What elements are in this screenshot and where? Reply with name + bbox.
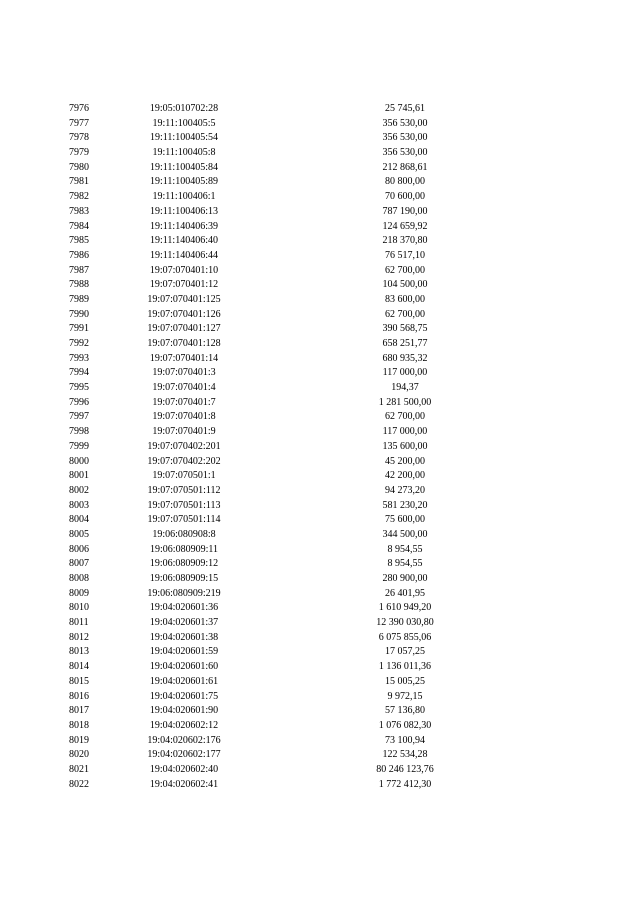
table-row xyxy=(60,748,480,763)
row-number: 8001 xyxy=(69,470,89,482)
row-number: 7982 xyxy=(69,191,89,203)
row-number: 7976 xyxy=(69,103,89,114)
row-number: 8000 xyxy=(69,455,89,467)
cadastral-number: 19:11:100406:13 xyxy=(150,205,218,217)
cadastral-value: 124 659,92 xyxy=(382,220,428,232)
row-number: 7984 xyxy=(69,220,89,232)
row-number: 8007 xyxy=(69,558,89,570)
cadastral-value: 8 954,55 xyxy=(387,558,423,570)
table-row xyxy=(60,601,480,616)
cadastral-value: 1 136 011,36 xyxy=(378,661,432,673)
table-row xyxy=(60,249,480,264)
cadastral-value: 62 700,00 xyxy=(385,308,425,320)
table-row xyxy=(60,322,480,337)
table-row xyxy=(60,175,480,190)
cadastral-number: 19:11:100405:8 xyxy=(152,147,216,159)
table-row xyxy=(60,220,480,235)
cadastral-value: 15 005,25 xyxy=(385,675,425,687)
cadastral-value: 1 610 949,20 xyxy=(378,602,432,614)
cadastral-number: 19:04:020601:75 xyxy=(149,690,219,702)
table-row xyxy=(60,528,480,543)
row-number: 8006 xyxy=(69,543,89,555)
cadastral-value: 17 057,25 xyxy=(385,646,425,658)
table-row xyxy=(60,719,480,734)
row-number: 7995 xyxy=(69,382,89,394)
table-row xyxy=(60,645,480,660)
table-row xyxy=(60,440,480,455)
cadastral-value: 9 972,15 xyxy=(387,690,423,702)
cadastral-value: 218 370,80 xyxy=(382,235,428,247)
row-number: 7998 xyxy=(69,426,89,438)
table-row xyxy=(60,543,480,558)
table-row xyxy=(60,660,480,675)
row-number: 8022 xyxy=(69,778,89,790)
row-number: 7983 xyxy=(69,205,89,217)
cadastral-value: 70 600,00 xyxy=(385,191,425,203)
cadastral-value: 26 401,95 xyxy=(385,587,425,599)
table-row xyxy=(60,381,480,396)
cadastral-number: 19:11:100406:1 xyxy=(152,191,216,203)
cadastral-number: 19:04:020601:37 xyxy=(149,617,219,629)
cadastral-value: 62 700,00 xyxy=(385,411,425,423)
table-row xyxy=(60,763,480,778)
cadastral-value: 104 500,00 xyxy=(382,279,428,291)
row-number: 7991 xyxy=(69,323,89,335)
cadastral-number: 19:07:070501:113 xyxy=(147,499,221,511)
cadastral-value: 62 700,00 xyxy=(385,264,425,276)
cadastral-number: 19:04:020602:12 xyxy=(149,719,219,731)
table-row xyxy=(60,278,480,293)
cadastral-number: 19:04:020601:36 xyxy=(149,602,219,614)
cadastral-number: 19:11:100405:54 xyxy=(150,132,218,144)
cadastral-number: 19:11:140406:39 xyxy=(150,220,218,232)
cadastral-number: 19:11:100405:5 xyxy=(152,117,216,129)
row-number: 7997 xyxy=(69,411,89,423)
row-number: 7989 xyxy=(69,293,89,305)
cadastral-number: 19:07:070501:114 xyxy=(147,514,221,526)
table-row xyxy=(60,484,480,499)
table-row xyxy=(60,205,480,220)
cadastral-number: 19:04:020601:59 xyxy=(149,646,219,658)
cadastral-number: 19:04:020602:40 xyxy=(149,763,219,775)
table-row xyxy=(60,499,480,514)
cadastral-value: 45 200,00 xyxy=(385,455,425,467)
cadastral-number: 19:07:070401:14 xyxy=(149,352,219,364)
table-row xyxy=(60,675,480,690)
cadastral-value: 117 000,00 xyxy=(382,426,428,438)
row-number: 7990 xyxy=(69,308,89,320)
cadastral-value: 6 075 855,06 xyxy=(378,631,432,643)
row-number: 8014 xyxy=(69,661,89,673)
table-row xyxy=(60,704,480,719)
row-number: 7987 xyxy=(69,264,89,276)
table-row xyxy=(60,337,480,352)
cadastral-number: 19:04:020601:38 xyxy=(149,631,219,643)
row-number: 8013 xyxy=(69,646,89,658)
cadastral-value: 76 517,10 xyxy=(385,249,425,261)
cadastral-number: 19:07:070401:127 xyxy=(147,323,221,335)
row-number: 7979 xyxy=(69,147,89,159)
row-number: 8019 xyxy=(69,734,89,746)
table-row xyxy=(60,513,480,528)
cadastral-number: 19:07:070401:9 xyxy=(152,426,216,438)
table-row xyxy=(60,410,480,425)
cadastral-number: 19:06:080909:15 xyxy=(149,573,219,584)
cadastral-value: 1 281 500,00 xyxy=(378,396,432,408)
cadastral-number: 19:04:020602:177 xyxy=(147,749,221,761)
row-number: 7996 xyxy=(69,396,89,408)
row-number: 7993 xyxy=(69,352,89,364)
cadastral-value: 73 100,94 xyxy=(385,734,425,746)
cadastral-number: 19:04:020601:60 xyxy=(149,661,219,673)
row-number: 8009 xyxy=(69,587,89,599)
table-row xyxy=(60,396,480,411)
table-row xyxy=(60,146,480,161)
table-row xyxy=(60,190,480,205)
cadastral-value: 1 772 412,30 xyxy=(378,778,432,790)
row-number: 8020 xyxy=(69,749,89,761)
row-number: 8015 xyxy=(69,675,89,687)
cadastral-value: 83 600,00 xyxy=(385,293,425,305)
row-number: 7980 xyxy=(69,161,89,173)
table-row xyxy=(60,734,480,749)
row-number: 7992 xyxy=(69,338,89,349)
cadastral-number: 19:07:070501:1 xyxy=(152,470,216,482)
cadastral-value: 135 600,00 xyxy=(382,440,428,452)
row-number: 8012 xyxy=(69,631,89,643)
row-number: 7994 xyxy=(69,367,89,379)
row-number: 7986 xyxy=(69,249,89,261)
row-number: 8003 xyxy=(69,499,89,511)
table-row xyxy=(60,572,480,587)
cadastral-number: 19:11:140406:44 xyxy=(150,249,218,261)
cadastral-value: 194,37 xyxy=(391,382,419,394)
cadastral-number: 19:07:070401:12 xyxy=(149,279,219,291)
row-number: 8010 xyxy=(69,602,89,614)
table-row xyxy=(60,131,480,146)
table-row xyxy=(60,102,480,117)
row-number: 8002 xyxy=(69,484,89,496)
cadastral-number: 19:11:140406:40 xyxy=(150,235,218,247)
row-number: 8017 xyxy=(69,705,89,717)
cadastral-number: 19:07:070401:125 xyxy=(147,293,221,305)
cadastral-number: 19:04:020602:176 xyxy=(147,734,221,746)
cadastral-value: 80 800,00 xyxy=(385,176,425,188)
table-row xyxy=(60,161,480,176)
table-row xyxy=(60,308,480,323)
table-row xyxy=(60,690,480,705)
cadastral-number: 19:07:070401:3 xyxy=(152,367,216,379)
cadastral-value: 42 200,00 xyxy=(385,470,425,482)
cadastral-number: 19:07:070401:126 xyxy=(147,308,221,320)
row-number: 8018 xyxy=(69,719,89,731)
cadastral-number: 19:05:010702:28 xyxy=(149,103,219,114)
cadastral-value: 8 954,55 xyxy=(387,543,423,555)
table-row xyxy=(60,293,480,308)
cadastral-value: 390 568,75 xyxy=(382,323,428,335)
row-number: 7999 xyxy=(69,440,89,452)
cadastral-number: 19:11:100405:89 xyxy=(150,176,218,188)
cadastral-value: 94 273,20 xyxy=(385,484,425,496)
table-row xyxy=(60,425,480,440)
records-table xyxy=(60,102,480,792)
cadastral-number: 19:07:070401:7 xyxy=(152,396,216,408)
cadastral-value: 12 390 030,80 xyxy=(376,617,434,629)
cadastral-number: 19:04:020601:90 xyxy=(149,705,219,717)
cadastral-value: 212 868,61 xyxy=(382,161,428,173)
cadastral-number: 19:07:070402:201 xyxy=(147,440,221,452)
row-number: 8021 xyxy=(69,763,89,775)
cadastral-number: 19:06:080908:8 xyxy=(152,528,216,540)
cadastral-number: 19:07:070402:202 xyxy=(147,455,221,467)
row-number: 8005 xyxy=(69,528,89,540)
cadastral-value: 356 530,00 xyxy=(382,132,428,144)
table-row xyxy=(60,117,480,132)
cadastral-number: 19:07:070401:8 xyxy=(152,411,216,423)
row-number: 8008 xyxy=(69,573,89,584)
table-row xyxy=(60,778,480,793)
table-row xyxy=(60,366,480,381)
cadastral-number: 19:04:020601:61 xyxy=(149,675,219,687)
table-row xyxy=(60,557,480,572)
table-row xyxy=(60,264,480,279)
row-number: 8004 xyxy=(69,514,89,526)
cadastral-value: 581 230,20 xyxy=(382,499,428,511)
cadastral-number: 19:07:070401:4 xyxy=(152,382,216,394)
table-row xyxy=(60,352,480,367)
cadastral-number: 19:06:080909:12 xyxy=(149,558,219,570)
cadastral-value: 25 745,61 xyxy=(385,103,425,114)
table-row xyxy=(60,587,480,602)
table-row xyxy=(60,234,480,249)
cadastral-value: 344 500,00 xyxy=(382,528,428,540)
cadastral-number: 19:11:100405:84 xyxy=(150,161,218,173)
cadastral-value: 787 190,00 xyxy=(382,205,428,217)
cadastral-value: 122 534,28 xyxy=(382,749,428,761)
cadastral-value: 356 530,00 xyxy=(382,147,428,159)
table-row xyxy=(60,469,480,484)
cadastral-value: 75 600,00 xyxy=(385,514,425,526)
cadastral-number: 19:07:070401:10 xyxy=(149,264,219,276)
cadastral-value: 280 900,00 xyxy=(382,573,428,584)
cadastral-value: 1 076 082,30 xyxy=(378,719,432,731)
row-number: 8011 xyxy=(69,617,89,629)
cadastral-number: 19:06:080909:219 xyxy=(147,587,221,599)
table-row xyxy=(60,455,480,470)
cadastral-number: 19:07:070501:112 xyxy=(147,484,221,496)
cadastral-number: 19:06:080909:11 xyxy=(150,543,218,555)
cadastral-number: 19:04:020602:41 xyxy=(149,778,219,790)
row-number: 7985 xyxy=(69,235,89,247)
table-row xyxy=(60,631,480,646)
table-row xyxy=(60,616,480,631)
cadastral-value: 658 251,77 xyxy=(382,338,428,349)
cadastral-value: 80 246 123,76 xyxy=(376,763,434,775)
row-number: 7978 xyxy=(69,132,89,144)
cadastral-number: 19:07:070401:128 xyxy=(147,338,221,349)
row-number: 8016 xyxy=(69,690,89,702)
cadastral-value: 117 000,00 xyxy=(382,367,428,379)
cadastral-value: 356 530,00 xyxy=(382,117,428,129)
row-number: 7981 xyxy=(69,176,89,188)
row-number: 7977 xyxy=(69,117,89,129)
row-number: 7988 xyxy=(69,279,89,291)
cadastral-value: 57 136,80 xyxy=(385,705,425,717)
cadastral-value: 680 935,32 xyxy=(382,352,428,364)
